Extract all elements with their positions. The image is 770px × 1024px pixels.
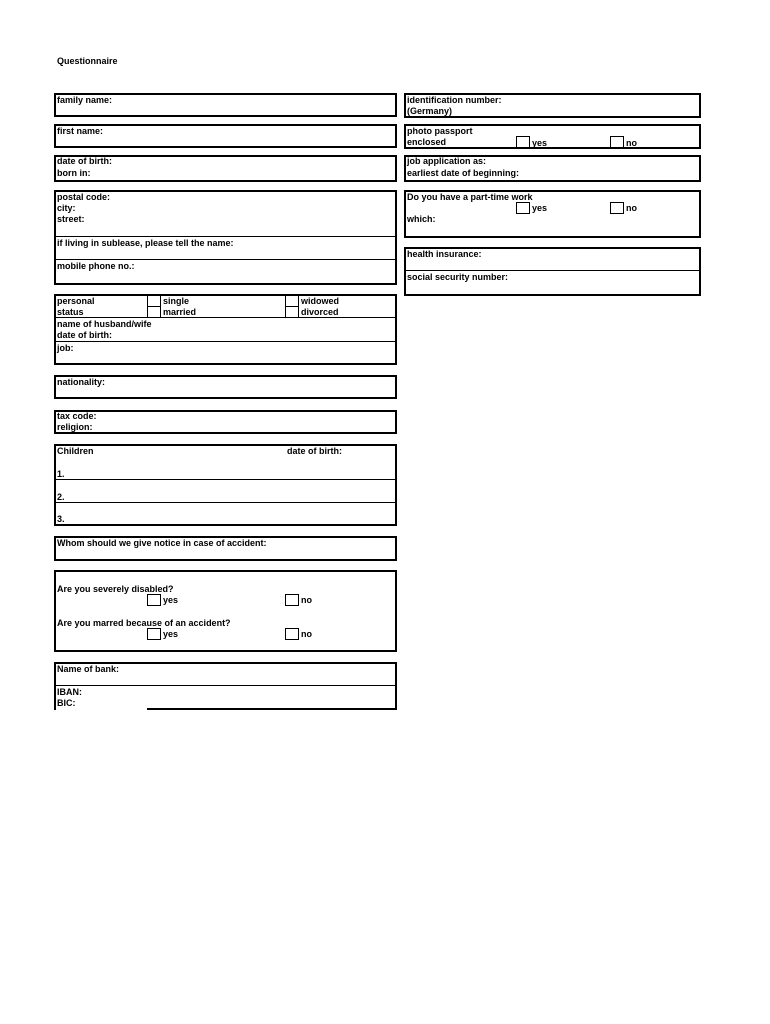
sublease-label: if living in sublease, please tell the name: — [57, 238, 234, 248]
which-label[interactable]: which: — [407, 214, 436, 224]
children-dob-label: date of birth: — [287, 446, 342, 456]
spouse-dob-label: date of birth: — [57, 330, 112, 340]
accident-yes-label: yes — [163, 629, 179, 639]
passport-yes-label: yes — [532, 138, 548, 148]
enclosed-label: enclosed — [407, 137, 447, 147]
social-security-label: social security number: — [407, 272, 509, 282]
accident-no-checkbox[interactable] — [285, 628, 299, 640]
divider — [54, 341, 397, 342]
family-name-label: family name: — [57, 95, 113, 105]
divider — [530, 147, 610, 148]
disabled-no-checkbox[interactable] — [285, 594, 299, 606]
married-label: married — [163, 307, 197, 317]
part-time-yes-checkbox[interactable] — [516, 202, 530, 214]
street-label: street: — [57, 214, 85, 224]
personal-label: personal — [57, 296, 95, 306]
married-accident-question: Are you marred because of an accident? — [57, 618, 231, 628]
job-application-label: job application as: — [407, 156, 487, 166]
earliest-date-label: earliest date of beginning: — [407, 168, 520, 178]
accident-yes-checkbox[interactable] — [147, 628, 161, 640]
health-insurance-label: health insurance: — [407, 249, 482, 259]
job-label: job: — [57, 343, 74, 353]
photo-passport-label: photo passport — [407, 126, 473, 136]
divider — [54, 317, 397, 318]
germany-label: (Germany) — [407, 106, 453, 116]
iban-label: IBAN: — [57, 687, 82, 697]
passport-no-label: no — [626, 138, 637, 148]
tax-code-label: tax code: — [57, 411, 97, 421]
divider — [404, 270, 701, 271]
accident-notice-label: Whom should we give notice in case of accident: — [57, 538, 267, 548]
child-row-2[interactable]: 2. — [57, 492, 65, 502]
children-block — [54, 444, 397, 526]
part-time-no-label: no — [626, 203, 637, 213]
bic-underline — [147, 708, 397, 710]
id-number-label: identification number: — [407, 95, 502, 105]
disability-block — [54, 570, 397, 652]
disabled-question: Are you severely disabled? — [57, 584, 174, 594]
bank-name-label: Name of bank: — [57, 664, 120, 674]
divorced-label: divorced — [301, 307, 339, 317]
part-time-yes-label: yes — [532, 203, 548, 213]
spouse-name-label: name of husband/wife — [57, 319, 152, 329]
passport-yes-checkbox[interactable] — [516, 136, 530, 148]
born-in-label: born in: — [57, 168, 91, 178]
passport-no-checkbox[interactable] — [610, 136, 624, 148]
disabled-yes-checkbox[interactable] — [147, 594, 161, 606]
postal-code-label: postal code: — [57, 192, 111, 202]
part-time-question: Do you have a part-time work — [407, 192, 533, 202]
status-label: status — [57, 307, 84, 317]
widowed-label: widowed — [301, 296, 339, 306]
accident-no-label: no — [301, 629, 312, 639]
tax-religion-field[interactable] — [54, 410, 397, 434]
first-name-field[interactable] — [54, 124, 397, 148]
nationality-label: nationality: — [57, 377, 106, 387]
nationality-field[interactable] — [54, 375, 397, 399]
divider — [624, 147, 700, 148]
divider — [54, 259, 397, 260]
divider — [54, 479, 397, 480]
first-name-label: first name: — [57, 126, 104, 136]
children-label: Children — [57, 446, 94, 456]
page-title: Questionnaire — [57, 56, 118, 66]
mobile-label: mobile phone no.: — [57, 261, 135, 271]
disabled-yes-label: yes — [163, 595, 179, 605]
single-label: single — [163, 296, 190, 306]
part-time-no-checkbox[interactable] — [610, 202, 624, 214]
disabled-no-label: no — [301, 595, 312, 605]
divider — [54, 685, 397, 686]
bic-label: BIC: — [57, 698, 76, 708]
dob-label: date of birth: — [57, 156, 112, 166]
divider — [54, 502, 397, 503]
religion-label: religion: — [57, 422, 93, 432]
city-label: city: — [57, 203, 76, 213]
child-row-3[interactable]: 3. — [57, 514, 65, 524]
divider — [54, 236, 397, 237]
child-row-1[interactable]: 1. — [57, 469, 65, 479]
